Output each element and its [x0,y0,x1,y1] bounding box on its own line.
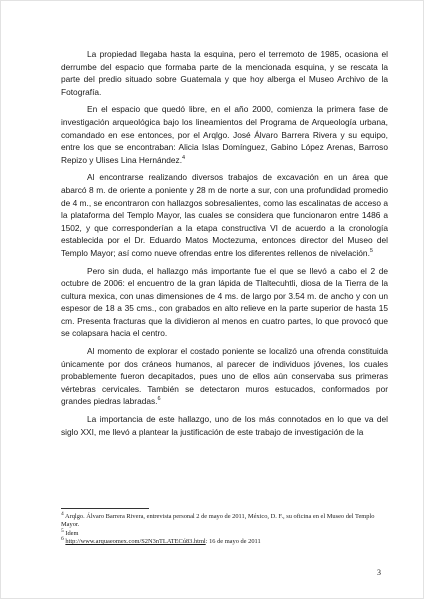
footnote-ref: 4 [182,154,186,161]
paragraph-text: Pero sin duda, el hallazgo más importante fue el que se llevó a cabo el 2 de octubre de 2006: el encuentro de la gran lápida de Tlaltecuhtli, diosa de la Tierra de la cultura mexica, con unas dimensiones de 4 ms. de largo por 3.54 m. de ancho y con un espesor de 18 a 35 cms., con grabados en alto relieve en la parte superior de hasta 15 cm. Presenta fracturas que la dividieron al menos en cuatro partes, lo que provocó que se colapsara hacia el centro. [61,265,388,339]
footnote-number: 4 [61,510,64,517]
paragraph [61,171,388,259]
paragraph [61,345,388,408]
paragraph [61,265,388,341]
paragraph-text: La propiedad llegaba hasta la esquina, pero el terremoto de 1985, ocasiona el derrumbe del espacio que formaba parte de la mencionada esquina, y se rescata la parte del predio situado sobre Guatemala y que hoy alberga el Museo Archivo de la Fotografía. [61,49,388,97]
footnote-text: Arqlgo. Álvaro Barrera Rivera, entrevista personal 2 de mayo de 2011, México, D. F., su oficina en el Museo del Templo Mayor. [61,513,375,529]
footnote-number: 5 [61,527,64,534]
footnotes [61,510,388,546]
footnote [61,535,388,546]
paragraph-text: En el espacio que quedó libre, en el año 2000, comienza la primera fase de investigación arqueológica bajo los lineamientos del Programa de Arqueología urbana, comandado en ese entonces, por el Arqlgo. José Álvaro Barrera Rivera y su equipo, entre los que se encontraban: Alicia Islas Domínguez, Gabino López Arenas, Barroso Repizo y Ulises Lina Hernández. [61,104,388,165]
paragraph [61,103,388,166]
body-text [61,48,388,443]
footnote-ref: 6 [157,396,161,403]
footnote [61,510,388,530]
page-number: 3 [377,568,381,577]
footnote-text-after: : 16 de mayo de 2011 [205,537,261,545]
footnote-text: Idem [63,529,79,537]
paragraph [61,413,388,438]
paragraph-text: La importancia de este hallazgo, uno de los más connotados en lo que va del siglo XXI, me llevó a plantear la justificación de este trabajo de investigación de la [61,414,388,437]
footnote-number: 6 [61,535,64,542]
footnote-ref: 5 [369,248,373,255]
footnote [61,527,388,538]
footnote-divider [61,508,149,509]
paragraph-text: Al momento de explorar el costado poniente se localizó una ofrenda constituida únicamente por dos cráneos humanos, al parecer de individuos jóvenes, los cuales probablemente fueron decapitados, pues uno de ellos aún conservaba sus primeras vértebras cervicales. También se detectaron muros estucados, conformados por grandes piedras labradas. [61,346,388,407]
paragraph [61,48,388,98]
paragraph-text: Al encontrarse realizando diversos trabajos de excavación en un área que abarcó 8 m. de oriente a poniente y 28 m de norte a sur, con una profundidad promedio de 4 m., se encontraron con hallazgos sobresalientes, como las escalinatas de acceso a la plataforma del Templo Mayor, las cuales se considera que funcionaron entre 1486 a 1502, y que corresponderían a la etapa constructiva VI de acuerdo a la cronología establecida por el Dr. Eduardo Matos Moctezuma, entonces director del Museo del Templo Mayor; así como nueve ofrendas entre los diferentes rellenos de nivelación. [61,172,388,258]
footnote-link[interactable]: http://www.arquaeomex.com/S2N3nTLATECú83.html [65,537,206,545]
